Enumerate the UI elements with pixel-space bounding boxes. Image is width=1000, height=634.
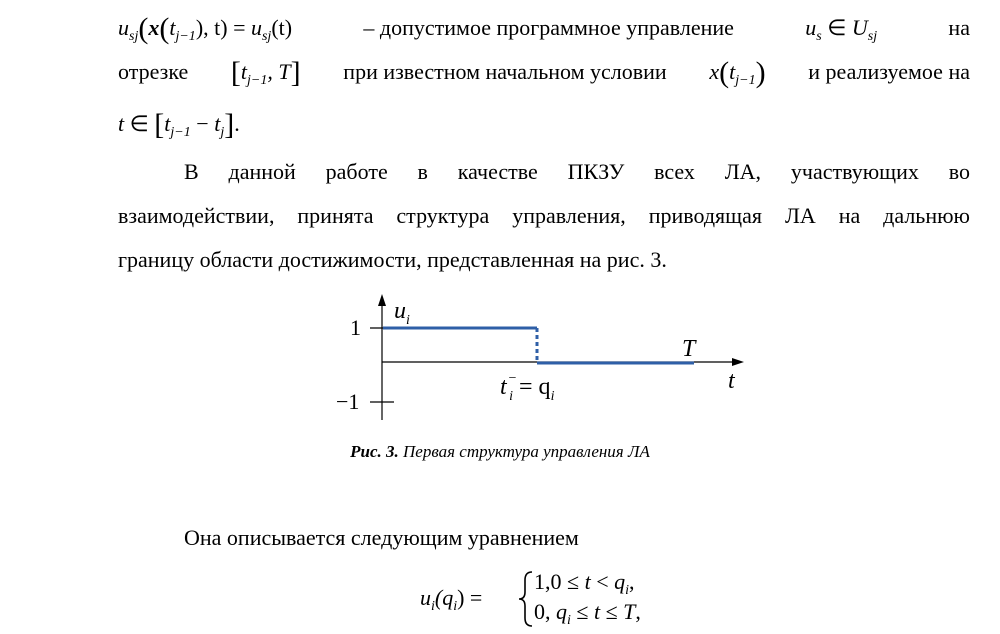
paragraph2-line3: границу области достижимости, представленная на рис. 3. (118, 247, 667, 272)
label-T: T (682, 336, 696, 362)
formula-interval: [$t_{j-1}$, T] (230, 56, 301, 89)
tick-pos-label: 1 (350, 315, 361, 340)
paragraph1-line3: t ∈ $[t_{j-1} - t_j]$. (118, 108, 240, 141)
p2l1-word: В (184, 159, 199, 184)
formula-x-tj: $x(t_{j-1})$ (709, 56, 766, 89)
paragraph3: Она описывается следующим уравнением (184, 525, 579, 550)
p2l2-word: управления, (512, 203, 626, 228)
paragraph2-line1 (184, 158, 970, 186)
text-na: на (948, 15, 970, 40)
formula-us-in-Usj: $u_s$ ∈ $U_{sj}$ (805, 15, 878, 44)
equation-lhs: $u_i(q_i)$ = (420, 585, 483, 614)
p2l2-word: на (838, 203, 861, 228)
p2l1-word: ПКЗУ (567, 159, 625, 184)
y-axis-arrow (378, 294, 386, 306)
p2l1-word: во (948, 159, 970, 184)
equation-brace (518, 570, 534, 628)
equation-case1: $1,0 \le t < q_i$, (534, 569, 635, 598)
p2l2-word: ЛА (784, 203, 816, 228)
paragraph1-line1 (118, 12, 970, 45)
paragraph1-line2: отрезке [$t_{j-1}$, T] при известном начальном условии $x(t_{j-1})$ и реализуемое на (118, 56, 970, 89)
p2l2-word: взаимодействии, (118, 203, 275, 228)
p2l1-word: всех (654, 159, 695, 184)
text-admissible-control: – допустимое программное управление (363, 15, 734, 40)
p2l1-word: в (417, 159, 428, 184)
p2l2-word: приводящая (648, 203, 762, 228)
p2l1-word: качестве (457, 159, 538, 184)
p2l1-word: данной (228, 159, 296, 184)
p2l2-word: структура (396, 203, 490, 228)
control-structure-figure (0, 290, 1000, 430)
equation-case2: 0, $q_i \le t \le T$, (534, 599, 641, 628)
paragraph2-line2 (118, 202, 970, 230)
x-axis-arrow (732, 358, 744, 366)
tick-neg-label: −1 (336, 389, 360, 414)
formula-usj-x: $u_{sj}(x(t_{j-1})$, $t) = u_{sj}(t)$ (118, 12, 293, 45)
p2l2-word: принята (297, 203, 374, 228)
p2l2-word: дальнюю (883, 203, 970, 228)
switch-time-label: t− $i = q_i$ (500, 371, 555, 404)
y-axis-label: $u_i$ (394, 298, 410, 328)
p2l1-word: участвующих (790, 159, 919, 184)
x-axis-label: t (728, 368, 735, 394)
p2l1-word: работе (325, 159, 388, 184)
p2l1-word: ЛА, (724, 159, 762, 184)
figure-caption: Рис. 3. Первая структура управления ЛА (350, 442, 650, 461)
